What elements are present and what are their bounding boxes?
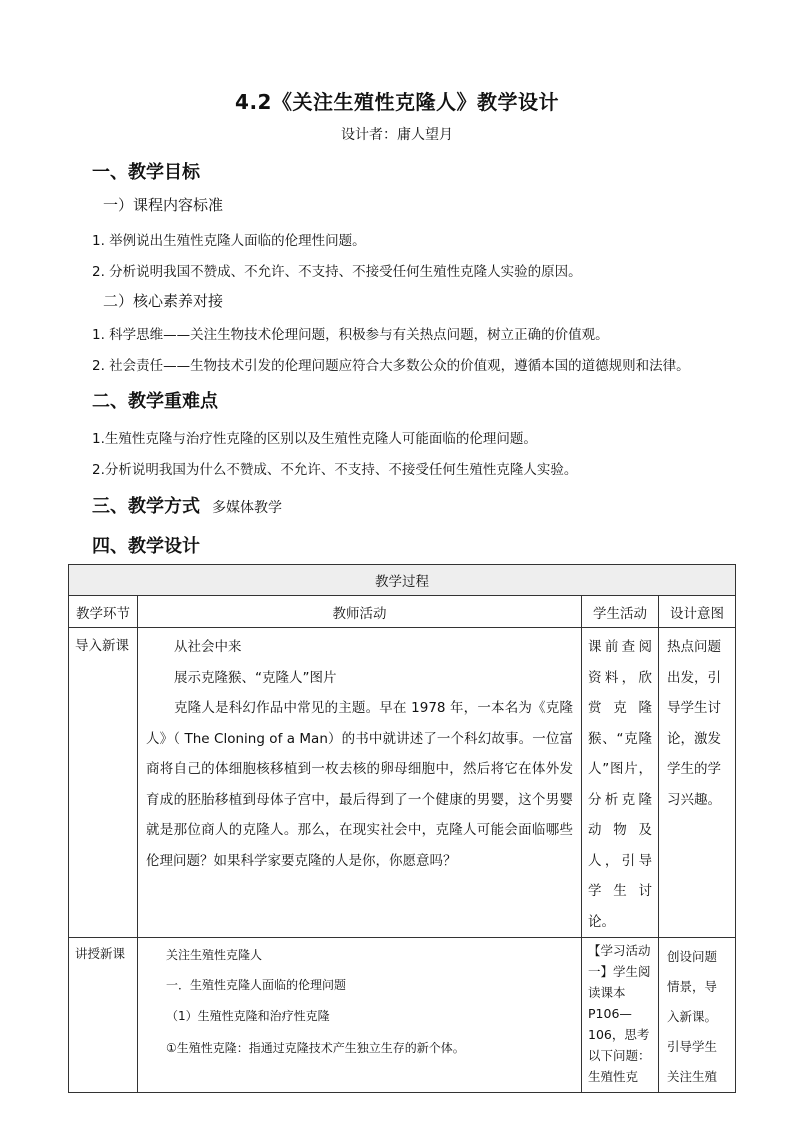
column-header: 学生活动 — [582, 596, 659, 628]
teacher-line: 展示克隆猴、“克隆人”图片 — [174, 669, 337, 686]
segment-cell: 讲授新课 — [69, 938, 138, 1093]
teacher-activity-cell — [138, 938, 582, 1093]
section-heading-method — [92, 492, 282, 518]
student-activity-cell: 【学习活动一】学生阅读课本P106—106，思考以下问题：生殖性克 — [582, 938, 659, 1093]
keypoint-item: 1.生殖性克隆与治疗性克隆的区别以及生殖性克隆人可能面临的伦理问题。 — [92, 431, 537, 447]
teacher-paragraph: 克隆人是科幻作品中常见的主题。早在 1978 年，一本名为《克隆人》（ The Cloning of a Man）的书中就讲述了一个科幻故事。一位富商将自己的体细胞核移植到一枚去核的卵母细胞中，然后将它在体外发育成的胚胎移植到母体子宫中，最后得到了一个健康的男婴，这个男婴就是那位商人的克隆人。那么，在现实社会中，克隆人可能会面临哪些伦理问题？如果科学家要克隆的人是你，你愿意吗？ — [146, 700, 573, 869]
author-line: 设计者：庸人望月 — [341, 127, 453, 143]
teacher-activity-cell — [138, 628, 582, 938]
design-intent-cell: 热点问题出发，引导学生讨论，激发学生的学习兴趣。 — [659, 628, 736, 938]
table-row — [69, 938, 736, 1093]
teacher-line: 从社会中来 — [174, 639, 242, 655]
standard-item: 1. 举例说出生殖性克隆人面临的伦理性问题。 — [92, 233, 366, 249]
method-heading-text: 三、教学方式 — [92, 496, 200, 517]
table-header: 教学过程 — [69, 565, 736, 596]
table-row — [69, 628, 736, 938]
design-intent-cell: 创设问题情景，导入新课。引导学生关注生殖 — [659, 938, 736, 1093]
keypoint-item: 2.分析说明我国为什么不赞成、不允许、不支持、不接受任何生殖性克隆人实验。 — [92, 462, 578, 478]
standard-item: 2. 分析说明我国不赞成、不允许、不支持、不接受任何生殖性克隆人实验的原因。 — [92, 264, 582, 280]
lesson-table — [68, 564, 736, 1093]
teacher-line: 一．生殖性克隆人面临的伦理问题 — [166, 978, 347, 992]
subheading-literacy: 二）核心素养对接 — [103, 292, 224, 310]
method-value: 多媒体教学 — [212, 500, 282, 516]
segment-cell: 导入新课 — [69, 628, 138, 938]
literacy-item: 1. 科学思维——关注生物技术伦理问题，积极参与有关热点问题，树立正确的价值观。 — [92, 327, 609, 343]
teacher-line: （1）生殖性克隆和治疗性克隆 — [166, 1009, 330, 1023]
literacy-item: 2. 社会责任——生物技术引发的伦理问题应符合大多数公众的价值观，遵循本国的道德规则和法律。 — [92, 358, 690, 374]
column-header: 教学环节 — [69, 596, 138, 628]
section-heading-keypoints: 二、教学重难点 — [92, 391, 218, 412]
student-activity-cell: 课前查阅资料，欣赏克隆猴、“克隆人”图片，分析克隆动物及人，引导学生讨论。 — [582, 628, 659, 938]
column-header: 设计意图 — [659, 596, 736, 628]
document-title: 4.2《关注生殖性克隆人》教学设计 — [235, 90, 559, 114]
section-heading-design: 四、教学设计 — [92, 536, 200, 557]
section-heading-goals: 一、教学目标 — [92, 162, 200, 183]
column-header: 教师活动 — [138, 596, 582, 628]
subheading-standards: 一）课程内容标准 — [103, 196, 224, 214]
teacher-line: 关注生殖性克隆人 — [166, 948, 263, 962]
teacher-line: ①生殖性克隆：指通过克隆技术产生独立生存的新个体。 — [166, 1041, 465, 1055]
